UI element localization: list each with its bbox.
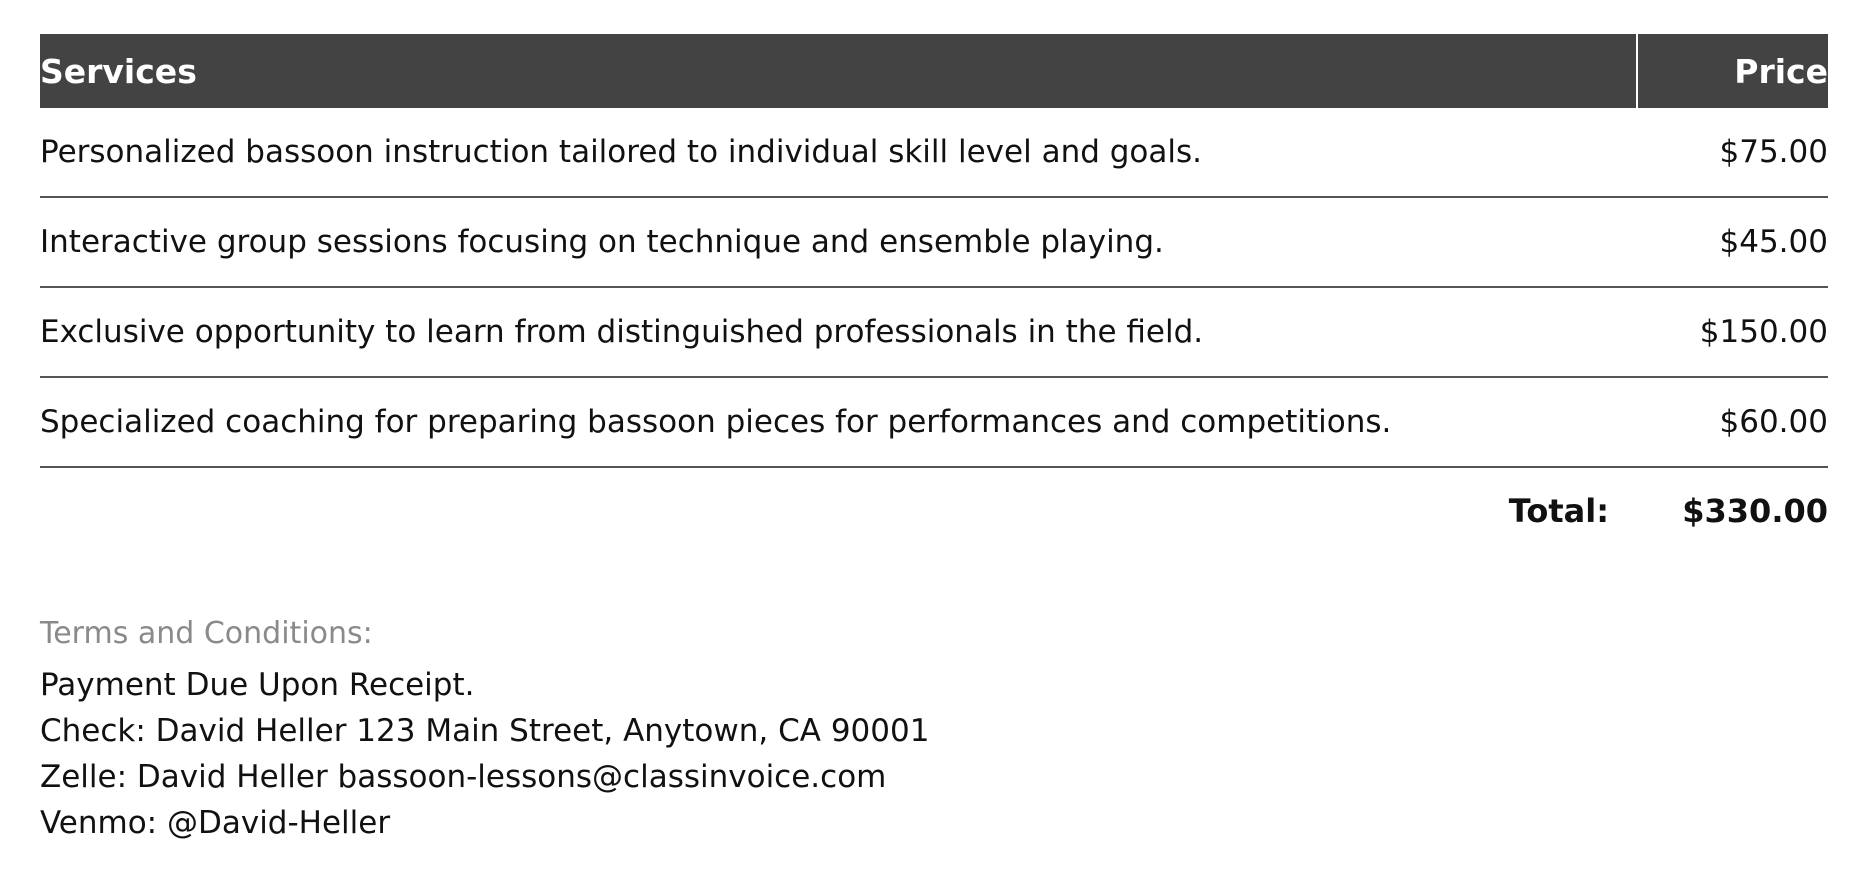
service-description: Personalized bassoon instruction tailored to individual skill level and goals.: [40, 108, 1637, 197]
table-header-row: [40, 34, 1828, 108]
terms-and-conditions: [40, 616, 1828, 847]
total-label: Total:: [1508, 492, 1609, 530]
terms-line-venmo: Venmo: @David-Heller: [40, 804, 391, 841]
total-row: [40, 467, 1828, 554]
service-price: $150.00: [1637, 287, 1828, 377]
table-body: [40, 108, 1828, 554]
table-row: [40, 197, 1828, 287]
service-description: Specialized coaching for preparing bassoon pieces for performances and competitions.: [40, 377, 1637, 467]
service-description: Interactive group sessions focusing on technique and ensemble playing.: [40, 197, 1637, 287]
table-row: [40, 108, 1828, 197]
total-value: $330.00: [1682, 492, 1828, 530]
services-table: [40, 34, 1828, 554]
terms-line-payment: Payment Due Upon Receipt.: [40, 667, 475, 703]
service-price: $75.00: [1637, 108, 1828, 197]
table-header: [40, 34, 1828, 108]
table-row: [40, 287, 1828, 377]
terms-line-zelle: Zelle: David Heller bassoon-lessons@classinvoice.com: [40, 758, 887, 795]
terms-title: Terms and Conditions:: [40, 616, 373, 651]
terms-line-check: Check: David Heller 123 Main Street, Anytown, CA 90001: [40, 712, 930, 749]
column-header-price: Price: [1734, 51, 1828, 91]
column-header-services: Services: [40, 34, 1637, 108]
service-price: $60.00: [1637, 377, 1828, 467]
table-row: [40, 377, 1828, 467]
service-price: $45.00: [1637, 197, 1828, 287]
service-description: Exclusive opportunity to learn from distinguished professionals in the field.: [40, 287, 1637, 377]
